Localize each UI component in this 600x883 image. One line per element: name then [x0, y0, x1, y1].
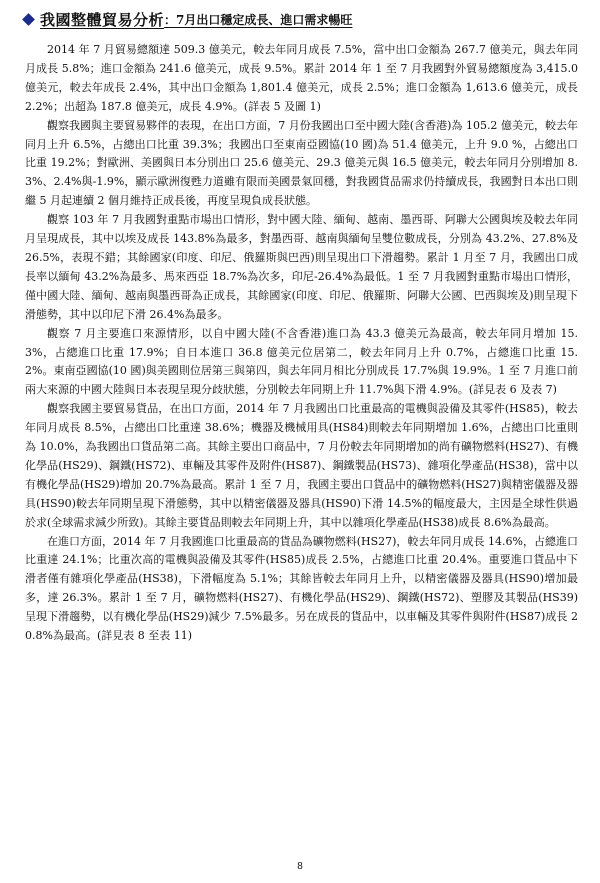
paragraph-trade-overview: 2014 年 7 月貿易總額達 509.3 億美元，較去年同月成長 7.5%，當中出口金額為 267.7 億美元，與去年同月成長 5.8%；進口金額為 241.6 億美元，成長 9.5%。累計 2014 年 1 至 7 月我國對外貿易總額度為 3,415.0 億美元，較去年成長 2.4%，其中出口金額為 1,801.4 億美元，成長 2.5%；進口金額為 1,613.6 億美元，成長 2.2%；出超為 187.8 億美元，成長 4.9%。(詳表 5 及圖 1): [25, 43, 578, 113]
section-subtitle: ：7月出口穩定成長、進口需求暢旺: [164, 12, 353, 27]
body-text: [25, 41, 578, 646]
page-number: 8: [297, 861, 303, 872]
diamond-bullet-icon: [22, 13, 35, 26]
paragraph-export-partners: 觀察我國與主要貿易夥伴的表現，在出口方面，7 月份我國出口至中國大陸(含香港)為 105.2 億美元，較去年同月上升 6.5%，占總出口比重 39.3%；我國出口至東南亞國協(10 國)為 51.4 億美元，上升 9.0 %，占總出口比重 19.2%；對歐洲、美國與日本分別出口 25.6 億美元、29.3 億美元與 16.5 億美元，較去年同月分別增加 8.3%、2.4%與-1.9%，顯示歐洲復甦力道雖有限而美國景氣回穩，對我國貨品需求仍持續成長，我國對日本出口則繼 5 月起連續 2 個月維持正成長後，再度呈現負成長狀態。: [25, 118, 578, 208]
paragraph-import-sources: 觀察 7 月主要進口來源情形，以自中國大陸(不含香港)進口為 43.3 億美元為最高，較去年同月增加 15.3%，占總進口比重 17.9%；自日本進口 36.8 億美元位居第二，較去年同月上升 0.7%，占總進口比重 15.2%。東南亞國協(10 國)與美國則位居第三與第四，與去年同月相比分別成長 17.7%與 19.9%。1 至 7 月進口前兩大來源的中國大陸與日本表現呈現分歧狀態，分別較去年同期上升 11.7%與下滑 4.9%。(詳見表 6 及表 7): [25, 326, 578, 397]
paragraph-export-goods: 觀察我國主要貿易貨品，在出口方面，2014 年 7 月我國出口比重最高的電機與設備及其零件(HS85)，較去年同月成長 8.5%，占總出口比重達 38.6%；機器及機械用具(HS84)則較去年同期增加 1.6%，占總出口比重則為 10.0%，為我國出口貨品第二高。其餘主要出口商品中，7 月份較去年同期增加的尚有礦物燃料(HS27)、有機化學品(HS29)、鋼鐵(HS72)、車輛及其零件及附件(HS87)、鋼鐵製品(HS73)、雜項化學產品(HS38)，當中以有機化學品(HS29)增加 20.7%為最高。累計 1 至 7 月，我國主要出口貨品中的礦物燃料(HS27)與精密儀器及器具(HS90)較去年同期呈現下滑態勢，其中以精密儀器及器具(HS90)下滑 14.5%的幅度最大，主因是全球性供過於求(全球需求減少所致)。其餘主要貨品則較去年同期上升，其中以雜項化學產品(HS38)成長 8.6%為最高。: [25, 402, 578, 529]
paragraph-key-markets: 觀察 103 年 7 月我國對重點市場出口情形，對中國大陸、緬甸、越南、墨西哥、阿聯大公國與埃及較去年同月呈現成長，其中以埃及成長 143.8%為最多，對墨西哥、越南與緬甸呈雙位數成長，分別為 43.2%、27.8%及 26.5%，表現不錯；其餘國家(印度、印尼、俄羅斯與巴西)則呈現出口下滑趨勢。累計 1 月至 7 月，我國出口成長率以緬甸 43.2%為最多、馬來西亞 18.7%為次多，印尼-26.4%為最低。1 至 7 月我國對重點市場出口情形，僅中國大陸、緬甸、越南與墨西哥為正成長，其餘國家(印度、印尼、俄羅斯、阿聯大公國、巴西與埃及)則呈現下滑態勢，其中以印尼下滑 26.4%為最多。: [25, 213, 578, 321]
section-heading: [22, 8, 582, 30]
section-title: 我國整體貿易分析: [40, 10, 165, 29]
paragraph-import-goods: 在進口方面，2014 年 7 月我國進口比重最高的貨品為礦物燃料(HS27)，較去年同月成長 14.6%，占總進口比重達 24.1%；比重次高的電機與設備及其零件(HS85)成長 2.5%，占總進口比重 20.4%。重要進口貨品中下滑者僅有雜項化學產品(HS38)，下滑幅度為 5.1%；其餘皆較去年同月上升，以精密儀器及器具(HS90)增加最多，達 26.3%。累計 1 至 7 月，礦物燃料(HS27)、有機化學品(HS29)、鋼鐵(HS72)、塑膠及其製品(HS39)呈現下滑趨勢，以有機化學品(HS29)減少 7.5%最多。另在成長的貨品中，以車輛及其零件與附件(HS87)成長 20.8%為最高。(詳見表 8 至表 11): [25, 534, 578, 643]
